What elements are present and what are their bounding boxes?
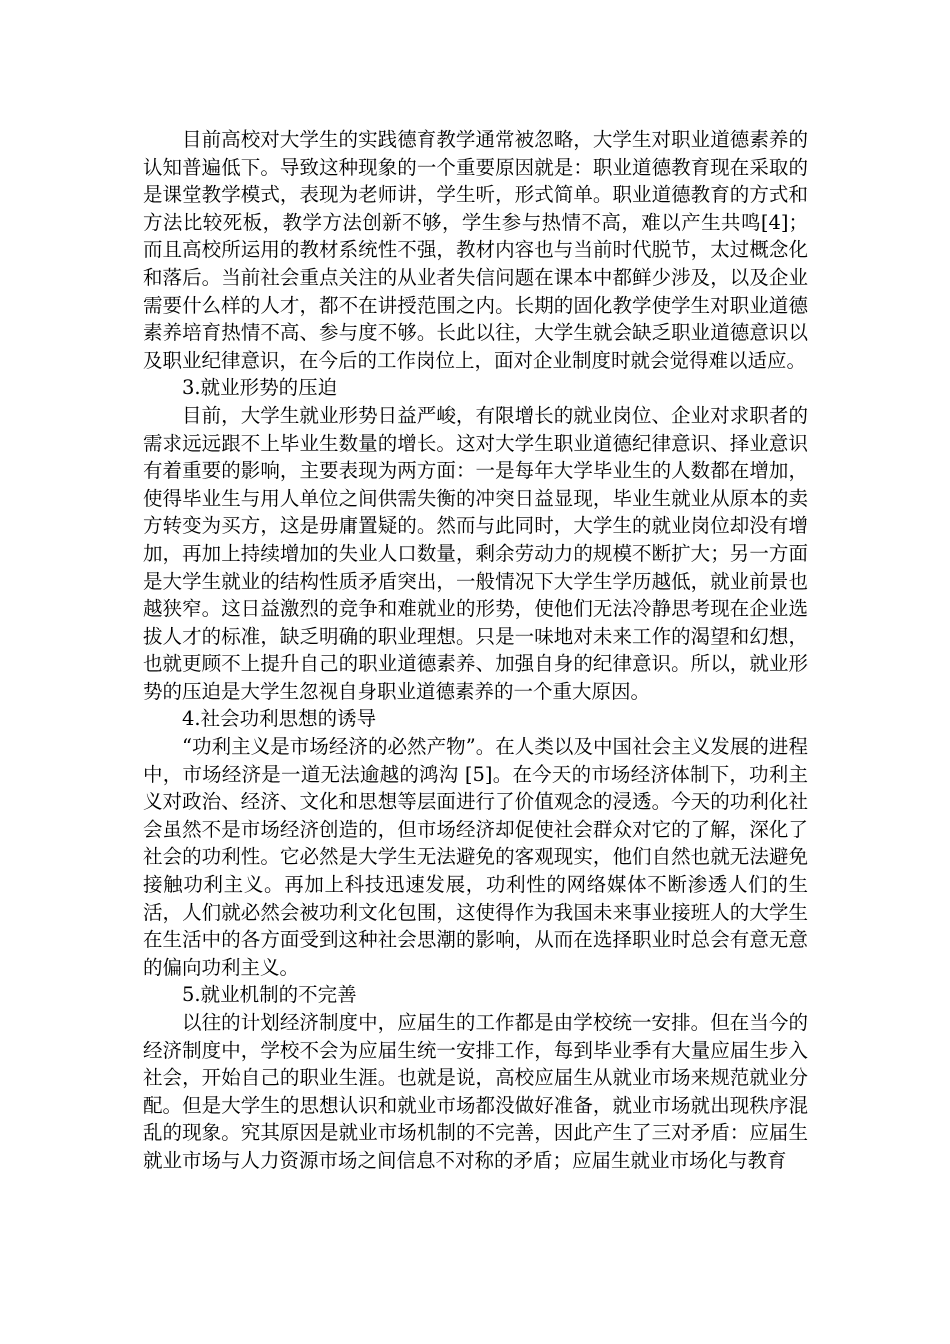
section-heading-utilitarian-influence: 4.社会功利思想的诱导 [182, 707, 377, 731]
section-heading-employment-mechanism: 5.就业机制的不完善 [182, 983, 357, 1007]
paragraph-utilitarian-influence: “功利主义是市场经济的必然产物”。在人类以及中国社会主义发展的进程中，市场经济是一道无法逾越的鸿沟 [5]。在今天的市场经济体制下，功利主义对政治、经济、文化和思想等层面进行了价值观念的浸透。今天的功利化社会虽然不是市场经济创造的，但市场经济却促使社会群众对它的了解，深化了社会的功利性。它必然是大学生无法避免的客观现实，他们自然也就无法避免接触功利主义。再加上科技迅速发展，功利性的网络媒体不断渗透人们的生活，人们就必然会被功利文化包围，这使得作为我国未来事业接班人的大学生在生活中的各方面受到这种社会思潮的影响，从而在选择职业时总会有意无意的偏向功利主义。 [143, 735, 808, 979]
paragraph-employment-mechanism: 以往的计划经济制度中，应届生的工作都是由学校统一安排。但在当今的经济制度中，学校不会为应届生统一安排工作，每到毕业季有大量应届生步入社会，开始自己的职业生涯。也就是说，高校应届生从就业市场来规范就业分配。但是大学生的思想认识和就业市场都没做好准备，就业市场就出现秩序混乱的现象。究其原因是就业市场机制的不完善，因此产生了三对矛盾：应届生就业市场与人力资源市场之间信息不对称的矛盾；应届生就业市场化与教育 [143, 1011, 808, 1172]
paragraph-practice-education: 目前高校对大学生的实践德育教学通常被忽略，大学生对职业道德素养的认知普遍低下。导致这种现象的一个重要原因就是：职业道德教育现在采取的是课堂教学模式，表现为老师讲，学生听，形式简单。职业道德教育的方式和方法比较死板，教学方法创新不够，学生参与热情不高，难以产生共鸣[4]；而且高校所运用的教材系统性不强，教材内容也与当前时代脱节，太过概念化和落后。当前社会重点关注的从业者失信问题在课本中都鲜少涉及，以及企业需要什么样的人才，都不在讲授范围之内。长期的固化教学使学生对职业道德素养培育热情不高、参与度不够。长此以往，大学生就会缺乏职业道德意识以及职业纪律意识，在今后的工作岗位上，面对企业制度时就会觉得难以适应。 [143, 128, 808, 372]
section-heading-employment-pressure: 3.就业形势的压迫 [182, 376, 338, 400]
paragraph-employment-pressure: 目前，大学生就业形势日益严峻，有限增长的就业岗位、企业对求职者的需求远远跟不上毕业生数量的增长。这对大学生职业道德纪律意识、择业意识有着重要的影响，主要表现为两方面：一是每年大学毕业生的人数都在增加，使得毕业生与用人单位之间供需失衡的冲突日益显现，毕业生就业从原本的卖方转变为买方，这是毋庸置疑的。然而与此同时，大学生的就业岗位却没有增加，再加上持续增加的失业人口数量，剩余劳动力的规模不断扩大；另一方面是大学生就业的结构性质矛盾突出，一般情况下大学生学历越低，就业前景也越狭窄。这日益激烈的竞争和难就业的形势，使他们无法冷静思考现在企业选拔人才的标准，缺乏明确的职业理想。只是一味地对未来工作的渴望和幻想，也就更顾不上提升自己的职业道德素养、加强自身的纪律意识。所以，就业形势的压迫是大学生忽视自身职业道德素养的一个重大原因。 [143, 403, 808, 703]
document-body [143, 126, 808, 1175]
